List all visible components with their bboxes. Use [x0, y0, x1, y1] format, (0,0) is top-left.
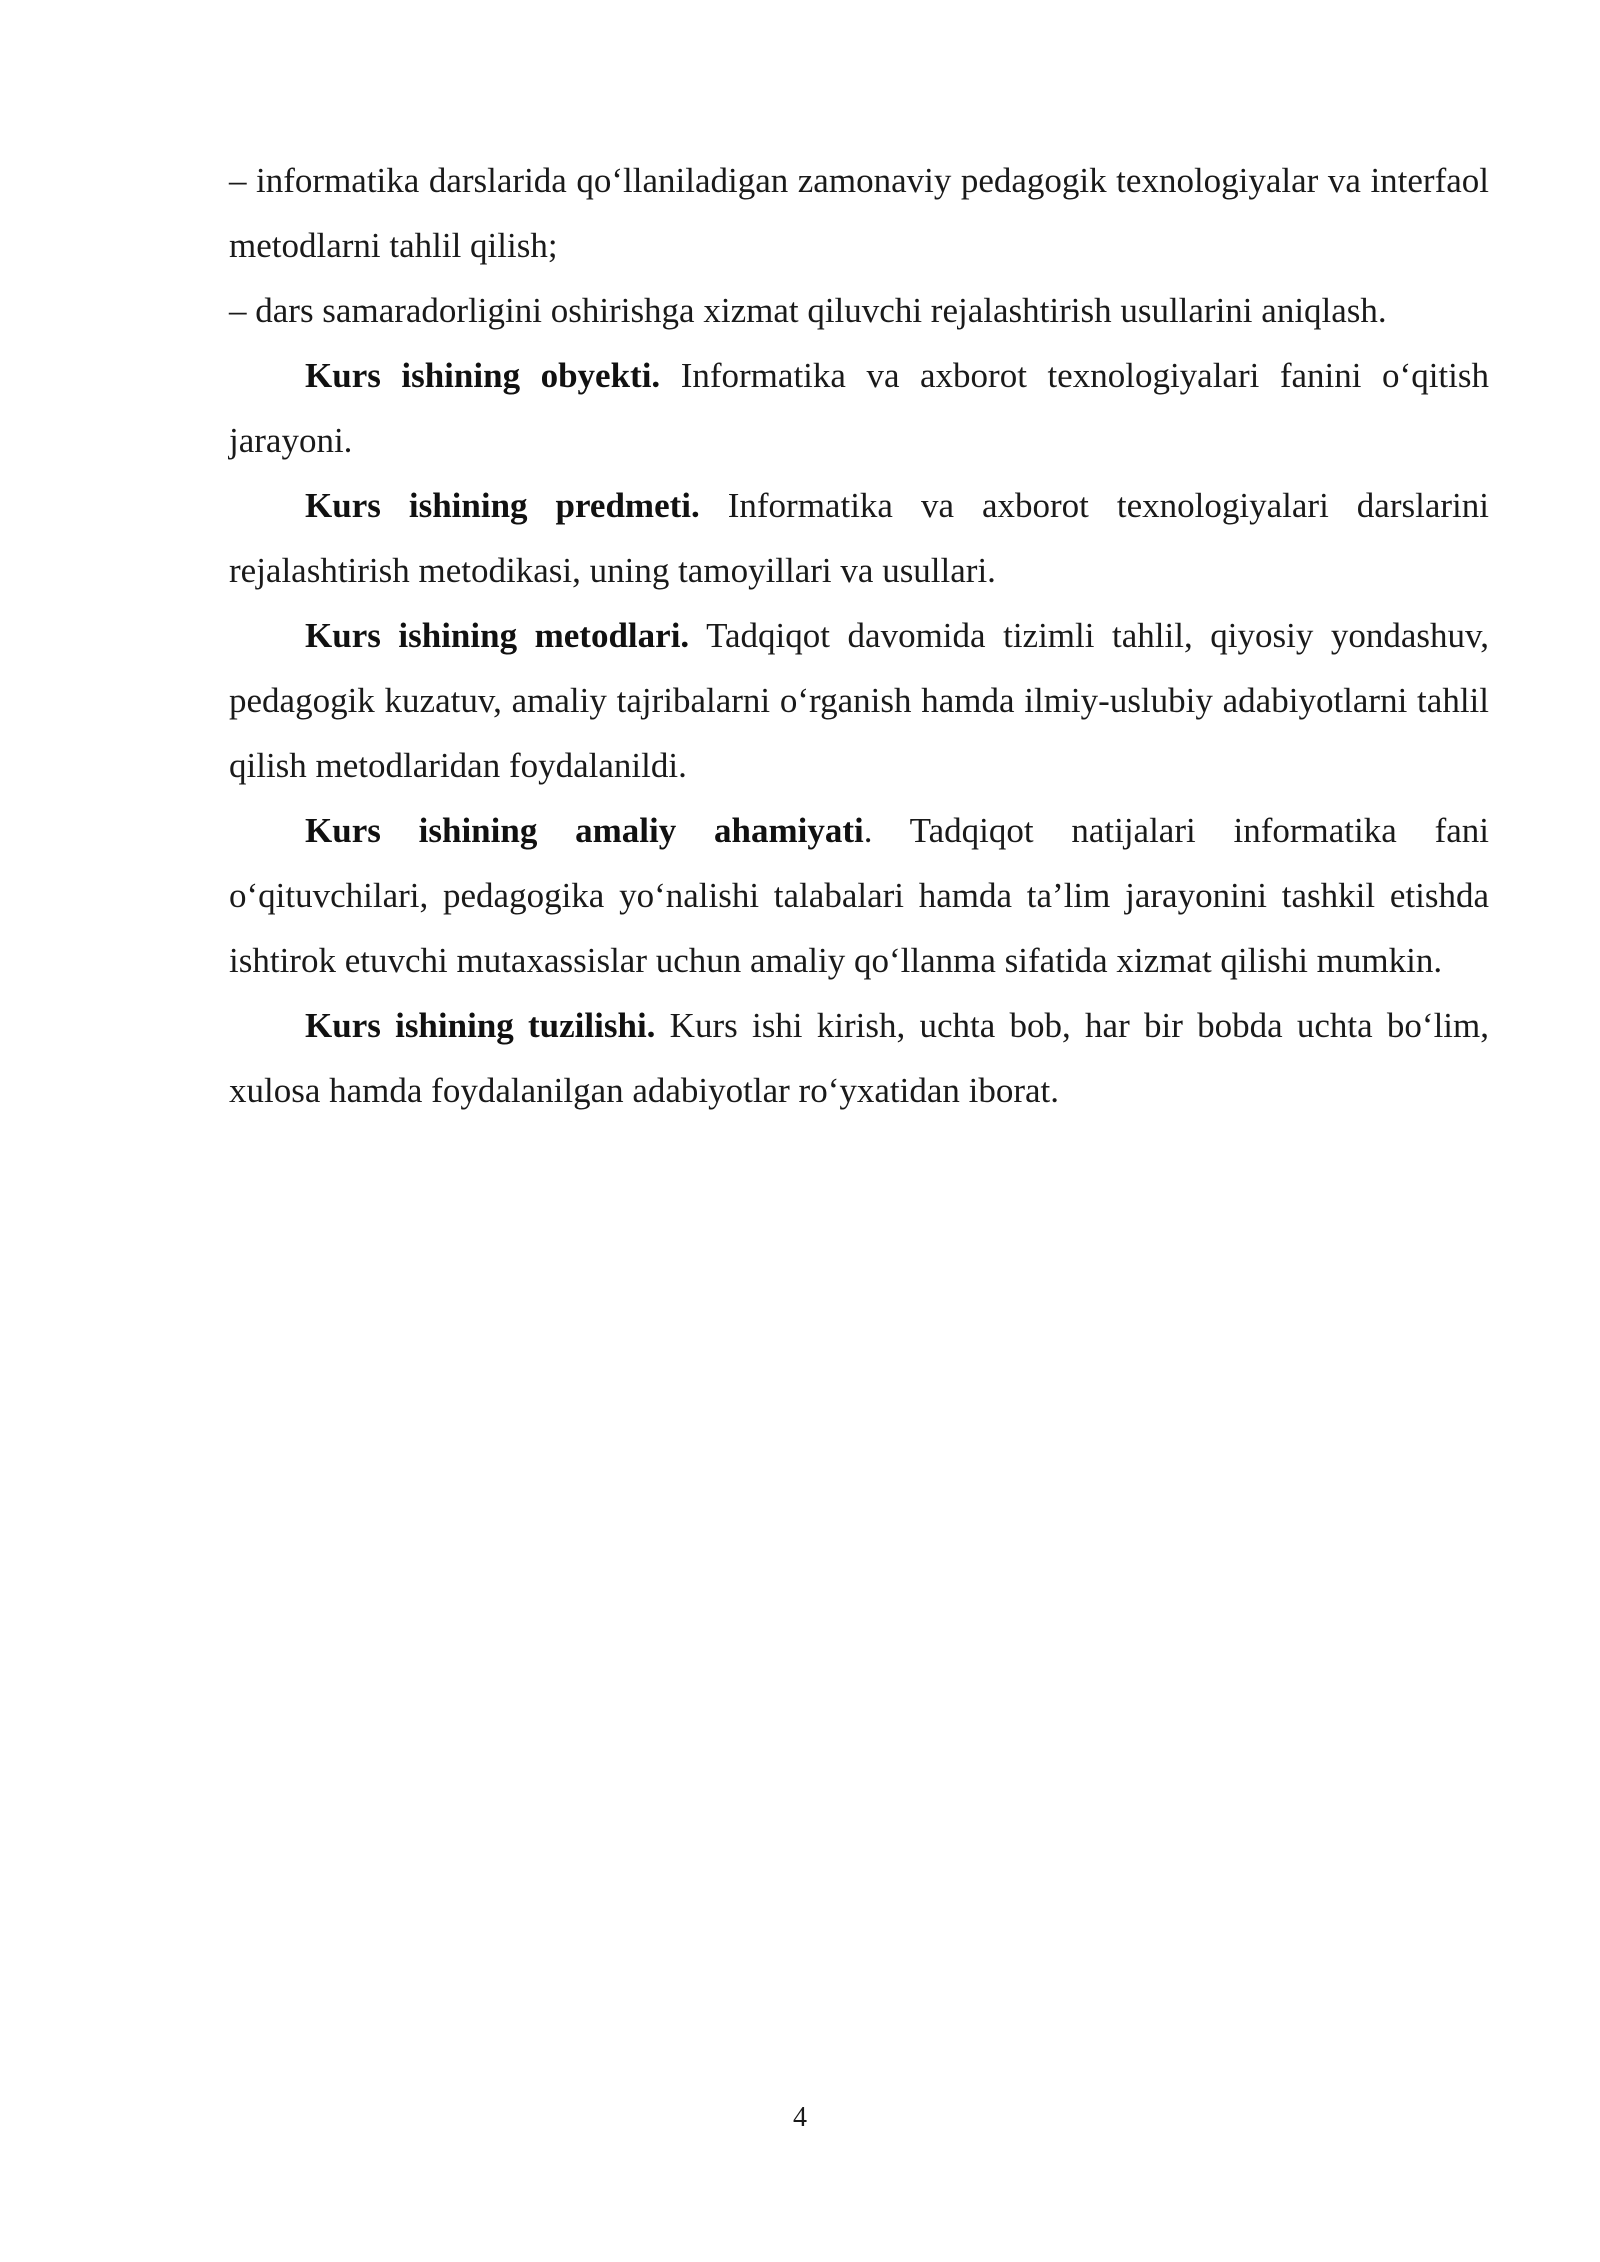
section-object-heading: Kurs ishining obyekti.: [305, 356, 661, 395]
section-practical-importance-text: . Tadqiqot natijalari informatika fani o‘qituvchilari, pedagogika yo‘nalishi talabalari hamda ta’lim jarayonini tashkil etishda ishtirok etuvchi mutaxassislar uchun amaliy qo‘llanma sifatida xizmat qilishi mumkin.: [229, 811, 1489, 980]
bullet-item-pedagogical-technologies: – informatika darslarida qo‘llaniladigan zamonaviy pedagogik texnologiyalar va interfaol metodlarni tahlil qilish;: [229, 161, 1489, 265]
section-subject-heading: Kurs ishining predmeti.: [305, 486, 700, 525]
bullet-item-planning-methods: – dars samaradorligini oshirishga xizmat qiluvchi rejalashtirish usullarini aniqlash.: [229, 291, 1387, 330]
section-object-text: Informatika va axborot texnologiyalari fanini o‘qitish jarayoni.: [229, 356, 1489, 460]
page-number: 4: [793, 2102, 807, 2133]
section-subject: [229, 473, 1489, 603]
section-structure-text: Kurs ishi kirish, uchta bob, har bir bobda uchta bo‘lim, xulosa hamda foydalanilgan adabiyotlar ro‘yxatidan iborat.: [229, 1006, 1489, 1110]
section-structure-heading: Kurs ishining tuzilishi.: [305, 1006, 656, 1045]
page-body: [229, 148, 1489, 1123]
section-methods-text: Tadqiqot davomida tizimli tahlil, qiyosiy yondashuv, pedagogik kuzatuv, amaliy tajribalarni o‘rganish hamda ilmiy-uslubiy adabiyotlarni tahlil qilish metodlaridan foydalanildi.: [229, 616, 1489, 785]
section-methods: [229, 603, 1489, 798]
section-methods-heading: Kurs ishining metodlari.: [305, 616, 690, 655]
section-subject-text: Informatika va axborot texnologiyalari darslarini rejalashtirish metodikasi, uning tamoyillari va usullari.: [229, 486, 1489, 590]
section-practical-importance-heading: Kurs ishining amaliy ahamiyati: [305, 811, 864, 850]
section-structure: [229, 993, 1489, 1123]
section-object: [229, 343, 1489, 473]
section-practical-importance: [229, 798, 1489, 993]
